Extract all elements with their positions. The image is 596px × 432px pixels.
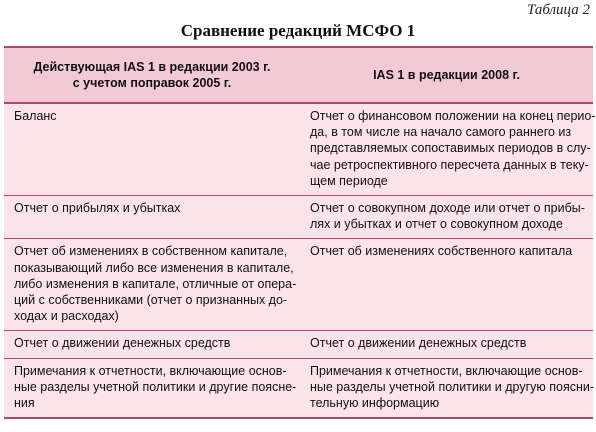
- table-row-notes: [4, 358, 593, 418]
- cell-line: лях и убытках и отчет о совокупном доходе: [310, 217, 563, 232]
- cell-line: щем периоде: [310, 173, 388, 188]
- cell-right: [300, 239, 593, 331]
- cell-line: Отчет об изменениях в собственном капитале,: [14, 244, 288, 259]
- table-row-cash-flow: [4, 331, 593, 358]
- cell-right: [300, 196, 593, 239]
- table-row-balance: [4, 103, 593, 196]
- cell-left: [4, 331, 300, 358]
- cell-line: ходах и расходах): [14, 309, 119, 324]
- table-title: Сравнение редакций МСФО 1: [180, 21, 416, 40]
- cell-left: [4, 358, 300, 418]
- cell-line: Примечания к отчетности, включающие основ-: [14, 363, 287, 378]
- cell-line: Примечания к отчетности, включающие основ-: [310, 363, 583, 378]
- cell-line: да, в том числе на начало самого раннего из: [310, 125, 572, 140]
- cell-line: показывающий либо все изменения в капитале,: [14, 260, 294, 275]
- cell-line: Отчет о финансовом положении на конец перио-: [310, 109, 596, 123]
- cell-line: Отчет об изменениях собственного капитала: [310, 244, 573, 259]
- cell-line: ные разделы учетной политики и другую поясни-: [310, 379, 595, 394]
- cell-right: [300, 331, 593, 358]
- cell-line: Баланс: [14, 109, 57, 123]
- comparison-table: [4, 46, 596, 419]
- cell-line: Отчет о движении денежных средств: [14, 336, 231, 351]
- cell-left: [4, 196, 300, 239]
- cell-right: [300, 358, 593, 418]
- cell-line: чае ретроспективного пересчета данных в теку-: [310, 157, 589, 172]
- header-line: с учетом поправок 2005 г.: [72, 76, 232, 90]
- table-number: Таблица 2: [527, 2, 590, 18]
- header-line: Действующая IAS 1 в редакции 2003 г.: [33, 60, 271, 74]
- cell-line: тельную информацию: [310, 396, 440, 411]
- cell-line: Отчет о совокупном доходе или отчет о прибы-: [310, 201, 585, 216]
- table-row-equity-changes: [4, 239, 593, 331]
- cell-line: Отчет о движении денежных средств: [310, 336, 527, 351]
- cell-line: ные разделы учетной политики и другие поясне-: [14, 379, 297, 394]
- column-header-ias1-2008: [300, 47, 593, 103]
- cell-line: ций с собственниками (отчет о признанных до-: [14, 293, 288, 308]
- cell-left: [4, 103, 300, 196]
- header-row: [4, 47, 593, 103]
- cell-left: [4, 239, 300, 331]
- cell-line: Отчет о прибылях и убытках: [14, 201, 181, 216]
- column-header-ias1-2003: [4, 47, 300, 103]
- cell-line: ния: [14, 396, 35, 411]
- cell-right: [300, 103, 596, 196]
- cell-line: либо изменения в капитале, отличные от опера-: [14, 276, 297, 291]
- header-line: IAS 1 в редакции 2008 г.: [373, 68, 520, 82]
- table-row-income-statement: [4, 196, 593, 239]
- cell-line: представляемых сопоставимых периодов в слу-: [310, 141, 591, 156]
